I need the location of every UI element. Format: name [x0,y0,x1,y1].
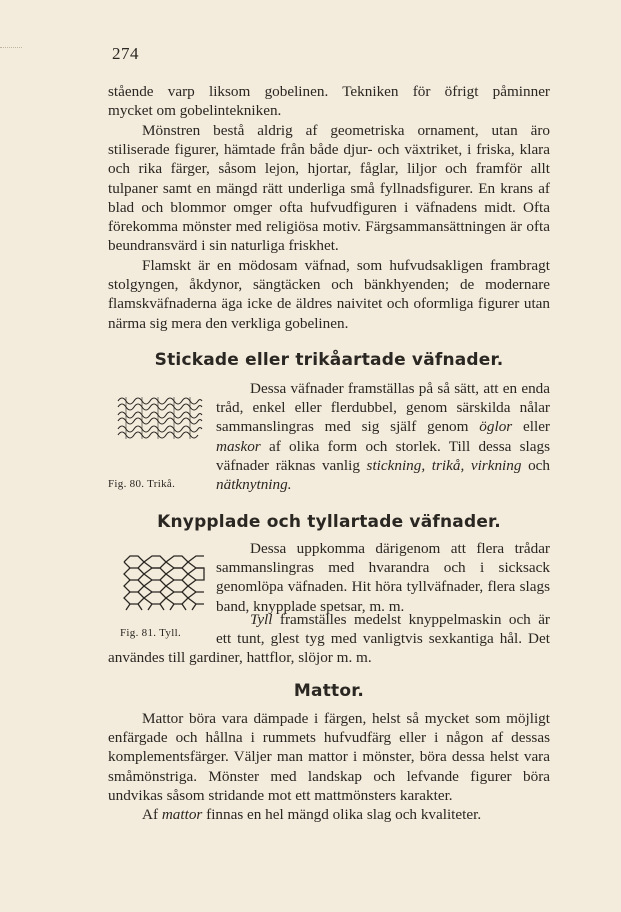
knypplade-text-b: framställes medelst knyppelmaskin och är ett tunt, glest tyg med vanligtvis sexkantiga hål. Det användes till gardiner, hattflor, slöjor m. m. [108,611,550,667]
knypplade-text-a-block [216,539,550,616]
mattor-text-af: Af [142,806,162,824]
figure-80-caption: Fig. 80. Trikå. [108,478,176,490]
top-paragraph-line1: stående varp liksom gobelinen. Tekniken för öfrigt påminner [108,83,550,100]
heading-mattor: Mattor. [293,681,365,701]
stickade-text-a: Dessa väfnader framställas på så sätt, att en enda tråd, enkel eller flerdubbel, genom särskilda nålar sammanslingras med sig själf genom [216,380,550,436]
knit-pattern-icon [116,393,204,441]
tulle-mesh-svg [118,552,208,616]
float-spacer [108,610,216,648]
term-maskor: maskor [216,437,261,455]
term-tyll: Tyll [250,611,273,628]
edge-mark [0,47,22,48]
mattor-text-a: Mattor böra vara dämpade i färgen, helst så mycket som möjligt enfärgade och hållna i rummets hufvudfärg eller i någon af dessas komplementsfärger. Väljer man mattor i mönster, böra dessa helst vara småmönstriga. Mönster med landskap och lefvande figurer böra undvikas såsom stridande mot ett mattmönsters karakter. [108,710,550,804]
knypplade-text-a: Dessa uppkomma därigenom att flera trådar sammanslingras med hvarandra och i sicksack genomlöpa väfnaden. Hit höra tyllväfnader, flera slags band, knypplade spetsar, m. m. [216,540,550,615]
term-oglor: öglor [479,418,513,436]
paragraph-flamskt-text: Flamskt är en mödosam väfnad, som hufvudsakligen frambragt stolgyngen, åkdynor, sängtäcken och bänkhyenden; de modernare flamskväfnaderna äga icke de äldres naivitet och oformliga figurer utan närma sig mera den verkliga gobelinen. [108,257,550,332]
stickade-text-eller: eller [512,418,550,436]
knypplade-text-b-para [108,610,550,668]
term-natknytning: nätknytning. [216,476,292,494]
paragraph-flamskt [108,256,550,333]
heading-stickade: Stickade eller trikåartade väfnader. [154,350,504,370]
paragraph-monster-text: Mönstren bestå aldrig af geometriska ornament, utan äro stiliserade figurer, hämtade från både djur- och växtriket, i friska, klara och rika färger, såsom lejon, hjortar, fåglar, liljor och framför allt tulpaner samt en mängd rätt underliga små fyllnadsfigurer. En krans af blad och blommor omger ofta hufvudfiguren i väfnadens midt. Ofta förekomma mönster med religiösa motiv. Färgsammansättningen är ofta beundransvärd i sin naturliga friskhet. [108,122,550,255]
stickade-text-och: och [521,456,550,474]
stickade-text-b: af olika form och storlek. Till dessa slags väfnader räknas vanlig [216,437,550,474]
mattor-block [108,709,550,824]
knit-pattern-svg [116,393,204,441]
page-number: 274 [112,44,139,63]
mattor-text-b: finnas en hel mängd olika slag och kvaliteter. [202,806,482,824]
stickade-text [216,379,550,494]
heading-knypplade: Knypplade och tyllartade väfnader. [157,512,501,532]
top-paragraph-line2: mycket om gobelintekniken. [108,102,282,120]
knypplade-text-b-block [108,610,550,668]
paragraph-monster [108,121,550,255]
mattor-text-second [108,805,550,824]
stickade-text-block [216,379,550,494]
term-stickning: stickning, trikå, virkning [366,456,522,474]
figure-81-caption: Fig. 81. Tyll. [120,627,181,639]
tulle-mesh-icon [118,552,208,616]
top-paragraph [108,82,550,120]
term-mattor: mattor [161,806,203,824]
